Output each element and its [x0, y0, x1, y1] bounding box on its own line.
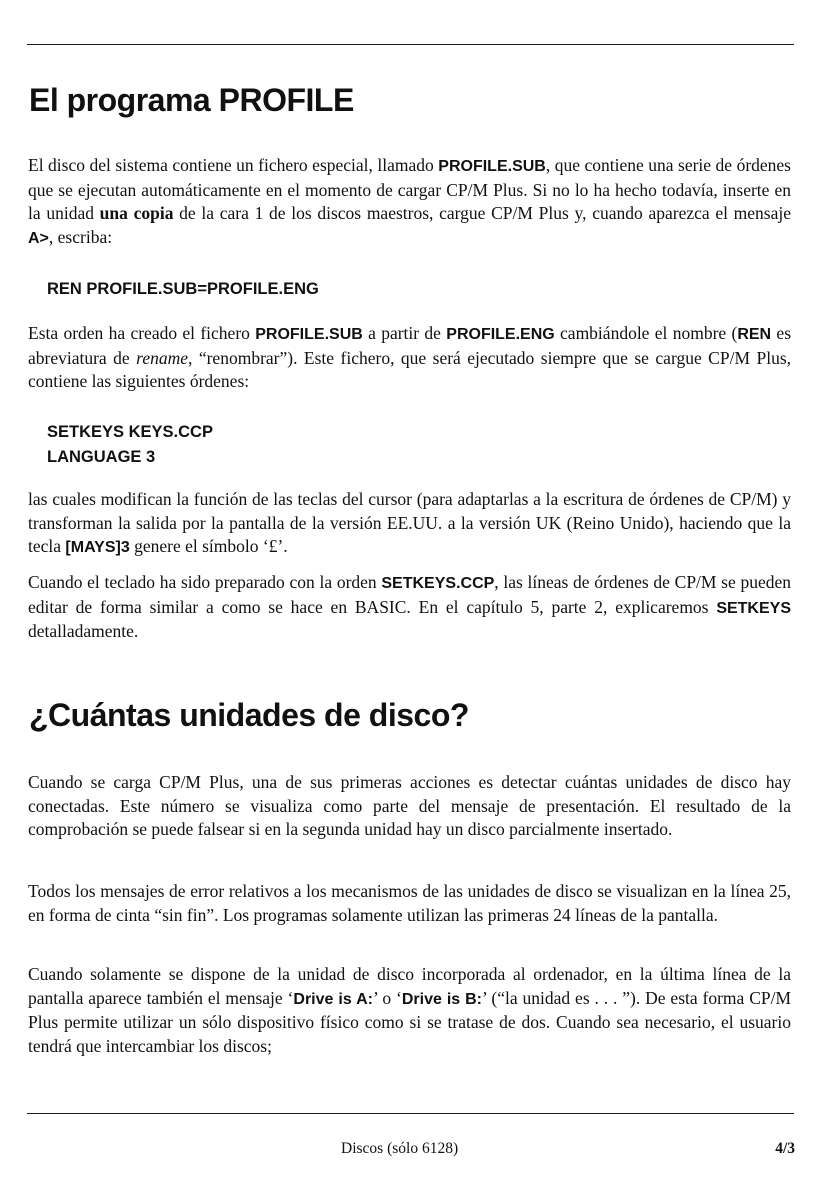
command-setkeys: SETKEYS KEYS.CCP: [47, 423, 213, 441]
paragraph-rename-explanation: Esta orden ha creado el fichero PROFILE.SUB a partir de PROFILE.ENG cambiándole el nombre (REN es abreviatura de rename, “renombrar”). Este fichero, que será ejecutado siempre que se cargue CP/M Plus, contiene las siguientes órdenes:: [28, 323, 792, 391]
bottom-rule: [27, 1113, 794, 1114]
command-language: LANGUAGE 3: [47, 448, 156, 466]
paragraph-error-messages: Todos los mensajes de error relativos a los mecanismos de las unidades de disco se visualizan en la línea 25, en forma de cinta “sin fin”. Los programas solamente utilizan las primeras 24 líneas de la pantalla.: [28, 881, 791, 925]
paragraph-single-drive: Cuando solamente se dispone de la unidad de disco incorporada al ordenador, en la última línea de la pantalla aparece también el mensaje ‘Drive is A:’ o ‘Drive is B:’ (“la unidad es . . . ”). De esta forma CP/M Plus permite utilizar un sólo dispositivo físico como si se tratase de dos. Cuando sea necesario, el usuario tendrá que intercambiar los discos;: [28, 964, 792, 1056]
paragraph-disk-detection: Cuando se carga CP/M Plus, una de sus primeras acciones es detectar cuántas unidades de disco hay conectadas. Este número se visualiza como parte del mensaje de presentación. El resultado de la comprobación se puede falsear si en la segunda unidad hay un disco parcialmente insertado.: [28, 772, 791, 839]
section-title-disk-units: ¿Cuántas unidades de disco?: [29, 697, 469, 733]
command-ren: REN PROFILE.SUB=PROFILE.ENG: [47, 280, 319, 298]
footer-title: Discos (sólo 6128): [341, 1140, 459, 1157]
page-number: 4/3: [775, 1140, 795, 1157]
paragraph-setkeys-editing: Cuando el teclado ha sido preparado con la orden SETKEYS.CCP, las líneas de órdenes de CP/M se pueden editar de forma similar a como se hace en BASIC. En el capítulo 5, parte 2, explicaremos SETKEYS detalladamente.: [28, 572, 792, 641]
paragraph-profile-intro: El disco del sistema contiene un fichero especial, llamado PROFILE.SUB, que contiene una serie de órdenes que se ejecutan automáticamente en el momento de cargar CP/M Plus. Si no lo ha hecho todavía, inserte en la unidad una copia de la cara 1 de los discos maestros, cargue CP/M Plus y, cuando aparezca el mensaje A>, escriba:: [28, 155, 792, 247]
section-title-profile: El programa PROFILE: [29, 82, 354, 118]
top-rule: [27, 44, 794, 45]
paragraph-keys-function: las cuales modifican la función de las teclas del cursor (para adaptarlas a la escritura de órdenes de CP/M) y transforman la salida por la pantalla de la versión EE.UU. a la versión UK (Reino Unido), haciendo que la tecla [MAYS]3 genere el símbolo ‘£’.: [28, 489, 791, 556]
